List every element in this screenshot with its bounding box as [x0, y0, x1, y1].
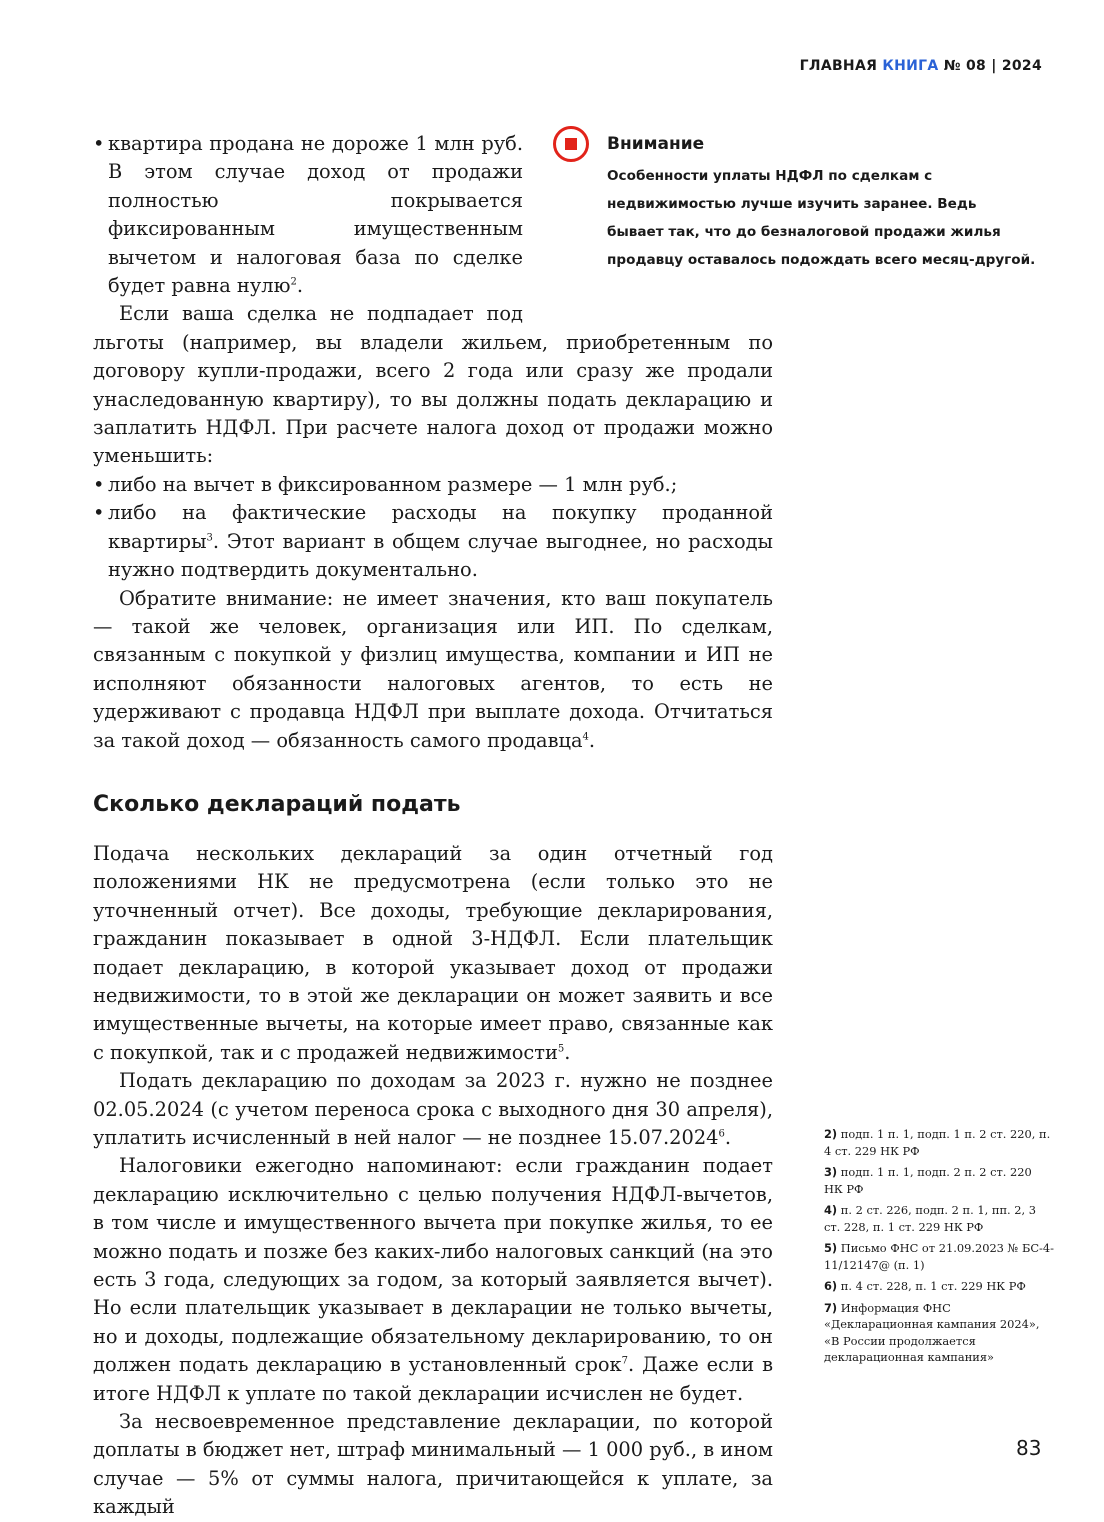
footnote: 2) подп. 1 п. 1, подп. 1 п. 2 ст. 220, п. 4 ст. 229 НК РФ — [824, 1127, 1051, 1158]
paragraph: За несвоевременное представление декларации, по которой доплаты в бюджет нет, штраф минимальный — 1 000 руб., в ином случае — 5% от суммы налога, причитающейся к уплате, за каждый — [93, 1410, 773, 1519]
list-item: • либо на фактические расходы на покупку проданной квартиры$^3$. Этот вариант в общем случае выгоднее, но расходы нужно подтвердить документально. — [93, 499, 773, 584]
brand-name-accent: КНИГА — [882, 58, 939, 74]
footnote: 7) Информация ФНС «Декларационная кампания 2024», «В России продолжается декларационная кампания» — [824, 1300, 1040, 1364]
issue-number: № 08 | 2024 — [938, 58, 1042, 74]
footnote-ref: 6 — [718, 1128, 725, 1140]
footnote-ref: 7 — [621, 1355, 629, 1367]
page-number: 83 — [1016, 1436, 1042, 1460]
footnote-ref: 5 — [557, 1043, 565, 1055]
masthead — [800, 58, 1042, 74]
paragraph: Подача нескольких деклараций за один отчетный год положениями НК не предусмотрена (если только это не уточненный отчет). Все доходы, требующие декларирования, гражданин показывает в одной 3-НДФЛ. Если плательщик подает декларацию, в которой указывает доход от продажи недвижимости, то в этой же декларации он может заявить и все имущественные вычеты, на которые имеет право, связанные как с покупкой, так и с продажей недвижимости$^5$. — [93, 841, 773, 1064]
attention-body: Особенности уплаты НДФЛ по сделкам с недвижимостью лучше изучить заранее. Ведь бывает так, что до безналоговой продажи жилья продавцу оставалось подождать всего месяц-другой. — [607, 168, 1036, 268]
footnote: 5) Письмо ФНС от 21.09.2023 № БС-4-11/12147@ (п. 1) — [824, 1241, 1054, 1272]
list-item: • квартира продана не дороже 1 млн руб. В этом случае доход от продажи полностью покрывается фиксированным имущественным вычетом и налоговая база по сделке будет равна нулю$^2$. — [93, 130, 773, 300]
footnote-ref: 3 — [206, 532, 213, 544]
paragraph: Подать декларацию по доходам за 2023 г. нужно не позднее 02.05.2024 (с учетом переноса срока с выходного дня 30 апреля), уплатить исчисленный в ней налог — не позднее 15.07.2024$^6$. — [93, 1069, 773, 1149]
article-column — [93, 130, 773, 1522]
brand-name: ГЛАВНАЯ — [799, 58, 883, 74]
paragraph: Обратите внимание: не имеет значения, кто ваш покупатель — такой же человек, организация или ИП. По сделкам, связанным с покупкой у физлиц имущества, компании и ИП не исполняют обязанности налоговых агентов, то есть не удерживают с продавца НДФЛ при выплате дохода. Отчитаться за такой доход — обязанность самого продавца$^4$. — [93, 586, 773, 752]
footnote: 3) подп. 1 п. 1, подп. 2 п. 2 ст. 220 НК РФ — [824, 1165, 1032, 1196]
paragraph: Если ваша сделка не подпадает под льготы (например, вы владели жильем, приобретенным по договору купли-продажи, всего 2 года или сразу же продали унаследованную квартиру), то вы должны подать декларацию и заплатить НДФЛ. При расчете налога доход от продажи можно уменьшить: — [93, 302, 773, 468]
paragraph: Налоговики ежегодно напоминают: если гражданин подает декларацию исключительно с целью получения НДФЛ-вычетов, в том числе и имущественного вычета при покупке жилья, то ее можно подать и позже без каких-либо налоговых санкций (на это есть 3 года, следующих за годом, за который заявляется вычет). Но если плательщик указывает в декларации не только вычеты, но и доходы, подлежащие обязательному декларированию, то он должен подать декларацию в установленный срок$^7$. Даже если в итоге НДФЛ к уплате по такой декларации исчислен не будет. — [93, 1154, 773, 1405]
footnote: 6) п. 4 ст. 228, п. 1 ст. 229 НК РФ — [824, 1279, 1026, 1293]
footnotes — [824, 1126, 1054, 1371]
footnote-ref: 2 — [290, 276, 297, 288]
attention-title: Внимание — [607, 134, 705, 154]
footnote-ref: 4 — [582, 731, 589, 743]
list-item: • либо на вычет в фиксированном размере — 1 млн руб.; — [93, 471, 773, 499]
section-heading: Сколько деклараций подать — [93, 791, 461, 817]
footnote: 4) п. 2 ст. 226, подп. 2 п. 1, пп. 2, 3 ст. 228, п. 1 ст. 229 НК РФ — [824, 1203, 1037, 1234]
